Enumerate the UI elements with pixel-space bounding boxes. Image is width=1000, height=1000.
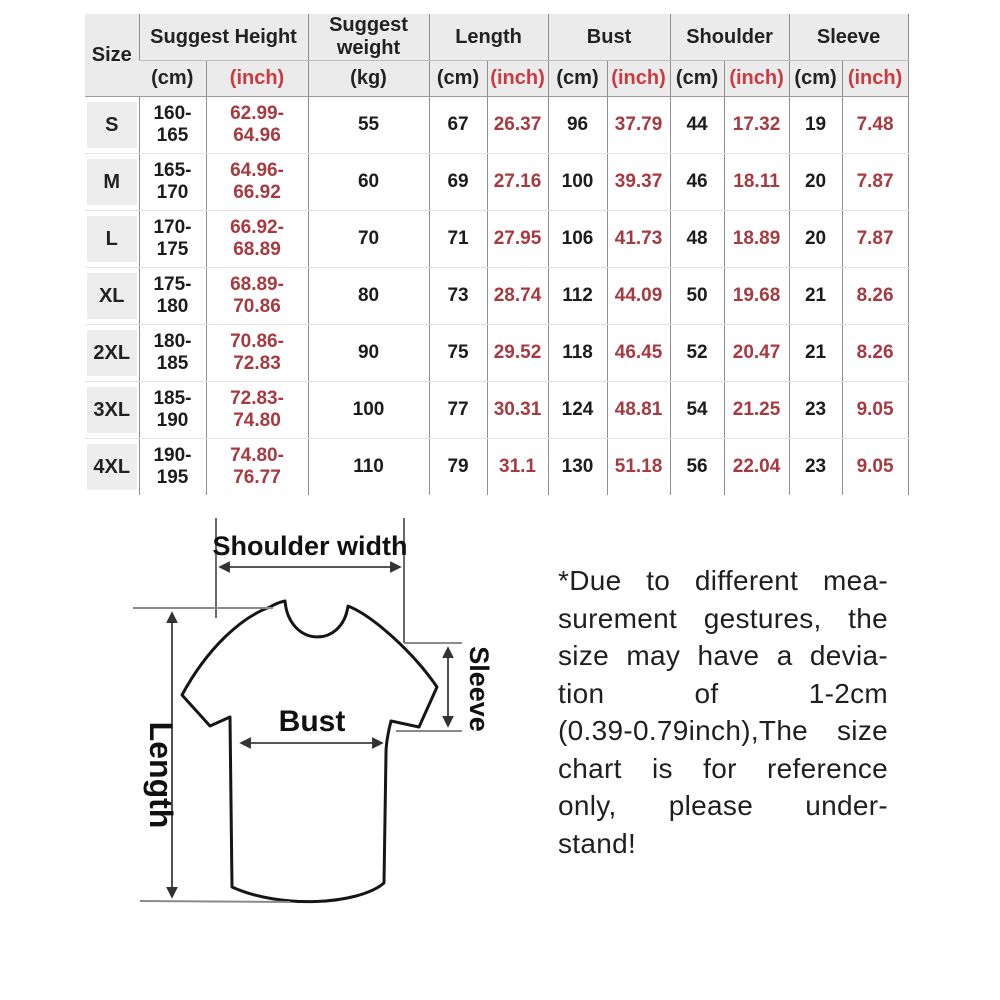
shoulder-width-label: Shoulder width [212,531,408,561]
value-cell: 67 [429,97,487,154]
value-cell: 175-180 [139,268,206,325]
size-cell [85,439,139,496]
size-label: M [87,159,137,205]
value-cell: 90 [308,325,429,382]
value-cell: 118 [548,325,607,382]
unit-header-shoulder-inch: (inch) [724,61,789,97]
size-cell [85,97,139,154]
value-cell: 55 [308,97,429,154]
value-cell: 68.89-70.86 [206,268,308,325]
value-cell: 31.1 [487,439,548,496]
disclaimer-line: *Due to different mea- [558,565,888,596]
value-cell: 112 [548,268,607,325]
col-header-sleeve: Sleeve [789,14,908,61]
tshirt-outline [182,601,437,902]
header-group-row [85,14,908,61]
unit-header-length-cm: (cm) [429,61,487,97]
sleeve-label: Sleeve [464,646,494,732]
value-cell: 20 [789,154,842,211]
value-cell: 23 [789,439,842,496]
value-cell: 160-165 [139,97,206,154]
size-label: 4XL [87,444,137,490]
value-cell: 62.99-64.96 [206,97,308,154]
size-table-header [85,14,908,97]
value-cell: 29.52 [487,325,548,382]
value-cell: 30.31 [487,382,548,439]
table-row [85,325,908,382]
value-cell: 69 [429,154,487,211]
value-cell: 8.26 [842,268,908,325]
value-cell: 20 [789,211,842,268]
value-cell: 165-170 [139,154,206,211]
col-header-bust: Bust [548,14,670,61]
value-cell: 54 [670,382,724,439]
length-label: Length [143,721,179,829]
value-cell: 18.11 [724,154,789,211]
size-label: XL [87,273,137,319]
length-bottom-tick [140,901,290,902]
disclaimer-line: only, please under- [558,790,888,821]
disclaimer-text [558,562,888,862]
unit-header-bust-cm: (cm) [548,61,607,97]
unit-header-height-cm: (cm) [139,61,206,97]
value-cell: 7.48 [842,97,908,154]
tshirt-measurement-diagram [90,505,510,960]
table-row [85,211,908,268]
col-header-suggest-weight: Suggest weight [308,14,429,61]
value-cell: 180-185 [139,325,206,382]
table-row [85,97,908,154]
size-cell [85,154,139,211]
table-row [85,268,908,325]
col-header-size: Size [85,14,139,97]
value-cell: 60 [308,154,429,211]
size-cell [85,211,139,268]
disclaimer-line: size may have a devia- [558,640,888,671]
unit-header-shoulder-cm: (cm) [670,61,724,97]
value-cell: 77 [429,382,487,439]
unit-header-bust-inch: (inch) [607,61,670,97]
bust-label: Bust [278,705,346,738]
col-header-shoulder: Shoulder [670,14,789,61]
value-cell: 79 [429,439,487,496]
value-cell: 19 [789,97,842,154]
size-cell [85,382,139,439]
value-cell: 96 [548,97,607,154]
value-cell: 80 [308,268,429,325]
value-cell: 72.83-74.80 [206,382,308,439]
value-cell: 46.45 [607,325,670,382]
value-cell: 20.47 [724,325,789,382]
unit-header-height-inch: (inch) [206,61,308,97]
value-cell: 48.81 [607,382,670,439]
value-cell: 18.89 [724,211,789,268]
value-cell: 46 [670,154,724,211]
value-cell: 44 [670,97,724,154]
value-cell: 110 [308,439,429,496]
value-cell: 130 [548,439,607,496]
value-cell: 70.86-72.83 [206,325,308,382]
value-cell: 21.25 [724,382,789,439]
size-table-body [85,97,908,496]
value-cell: 50 [670,268,724,325]
disclaimer-line: chart is for reference [558,752,888,784]
value-cell: 185-190 [139,382,206,439]
size-label: 2XL [87,330,137,376]
size-cell [85,268,139,325]
size-label: L [87,216,137,262]
size-label: 3XL [87,387,137,433]
value-cell: 27.95 [487,211,548,268]
value-cell: 74.80-76.77 [206,439,308,496]
table-row [85,382,908,439]
value-cell: 7.87 [842,211,908,268]
value-cell: 100 [308,382,429,439]
table-row [85,439,908,496]
value-cell: 9.05 [842,439,908,496]
disclaimer-line: tion of 1-2cm [558,677,888,709]
value-cell: 27.16 [487,154,548,211]
value-cell: 22.04 [724,439,789,496]
value-cell: 19.68 [724,268,789,325]
value-cell: 23 [789,382,842,439]
header-units-row [85,61,908,97]
value-cell: 51.18 [607,439,670,496]
unit-header-sleeve-cm: (cm) [789,61,842,97]
value-cell: 71 [429,211,487,268]
col-header-length: Length [429,14,548,61]
value-cell: 70 [308,211,429,268]
unit-header-sleeve-inch: (inch) [842,61,908,97]
value-cell: 28.74 [487,268,548,325]
value-cell: 66.92-68.89 [206,211,308,268]
table-row [85,154,908,211]
disclaimer-line: stand! [558,827,637,859]
value-cell: 17.32 [724,97,789,154]
value-cell: 73 [429,268,487,325]
size-table [85,14,909,495]
value-cell: 100 [548,154,607,211]
value-cell: 39.37 [607,154,670,211]
value-cell: 170-175 [139,211,206,268]
value-cell: 124 [548,382,607,439]
unit-header-weight-kg: (kg) [308,61,429,97]
value-cell: 48 [670,211,724,268]
value-cell: 8.26 [842,325,908,382]
value-cell: 106 [548,211,607,268]
value-cell: 9.05 [842,382,908,439]
disclaimer-line: surement gestures, the [558,602,888,634]
value-cell: 26.37 [487,97,548,154]
value-cell: 21 [789,325,842,382]
value-cell: 75 [429,325,487,382]
value-cell: 7.87 [842,154,908,211]
value-cell: 37.79 [607,97,670,154]
col-header-suggest-height: Suggest Height [139,14,308,61]
value-cell: 41.73 [607,211,670,268]
value-cell: 190-195 [139,439,206,496]
value-cell: 44.09 [607,268,670,325]
value-cell: 52 [670,325,724,382]
value-cell: 21 [789,268,842,325]
disclaimer-line: (0.39-0.79inch),The size [558,715,888,746]
size-label: S [87,102,137,148]
value-cell: 64.96-66.92 [206,154,308,211]
value-cell: 56 [670,439,724,496]
unit-header-length-inch: (inch) [487,61,548,97]
size-cell [85,325,139,382]
